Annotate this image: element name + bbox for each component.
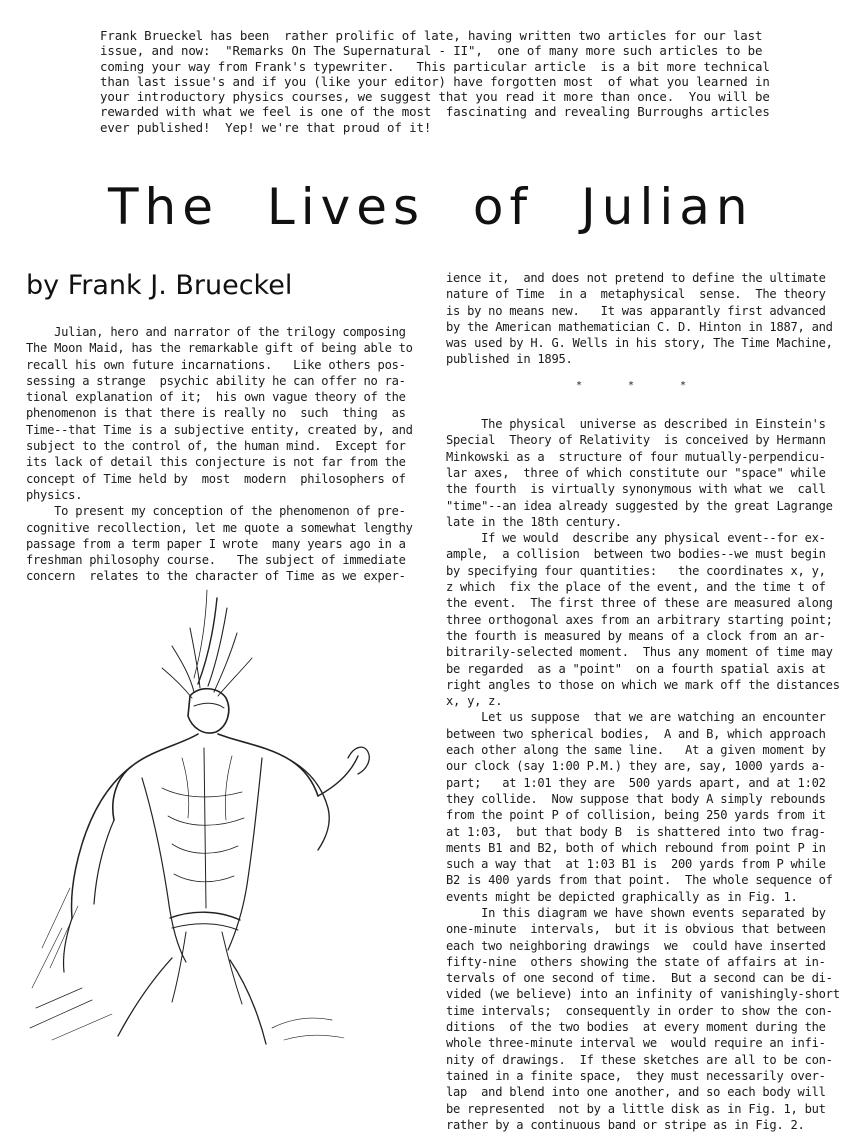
text-line: ments B1 and B2, both of which rebound from point P in [446,840,826,855]
text-line: Julian, hero and narrator of the trilogy composing [26,325,406,339]
text-line: our clock (say 1:00 P.M.) they are, say, 1000 yards a- [446,759,826,774]
text-line: The physical universe as described in Einstein's [446,417,826,432]
text-line: Let us suppose that we are watching an encounter [446,710,826,725]
text-line: they collide. Now suppose that body A simply rebounds [446,791,826,806]
text-line: rather by a continuous band or stripe as in Fig. 2. [446,1117,805,1132]
text-line: x, y, z. [446,694,503,709]
text-line: bitrarily-selected moment. Thus any moment of time may [446,645,833,660]
section-separator: * * * [575,379,707,391]
intro-line: issue, and now: "Remarks On The Supernatural - II", one of many more such articles to be [100,43,763,59]
text-line: lap and blend into one another, and so each body will [446,1085,826,1100]
text-line: be represented not by a little disk as in Fig. 1, but [446,1101,826,1116]
text-line: physics. [26,487,83,502]
text-line: passage from a term paper I wrote many years ago in a [26,536,406,551]
text-line: right angles to those on which we mark off the distances [446,677,840,692]
text-line: one-minute intervals, but it is obvious that between [446,922,826,937]
text-line: is by no means new. It was apparantly first advanced [446,303,826,318]
text-line: nity of drawings. If these sketches are all to be con- [446,1052,833,1067]
text-line: Minkowski as a structure of four mutually-perpendicu- [446,449,826,464]
text-line: such a way that at 1:03 B1 is 200 yards from P while [446,857,826,872]
editor-intro-paragraph [100,28,770,135]
text-line: recall his own future incarnations. Like others pos- [26,357,406,372]
text-line: tervals of one second of time. But a second can be di- [446,971,833,986]
text-line: time intervals; consequently in order to show the con- [446,1003,833,1018]
text-line: ience it, and does not pretend to define the ultimate [446,271,826,285]
text-line: vided (we believe) into an infinity of vanishingly-short [446,987,840,1002]
text-line: concept of Time held by most modern philosophers of [26,471,406,486]
text-line: by the American mathematician C. D. Hinton in 1887, and [446,319,833,334]
intro-line: Frank Brueckel has been rather prolific of late, having written two articles for our last [100,28,763,43]
text-line: its lack of detail this conjecture is not far from the [26,455,406,470]
text-line: z which fix the place of the event, and the time t of [446,580,826,595]
text-line: Time--that Time is a subjective entity, created by, and [26,422,413,437]
text-line: "time"--an idea already suggested by the great Lagrange [446,498,833,513]
text-line: the event. The first three of these are measured along [446,596,833,611]
text-line: tained in a finite space, they must necessarily over- [446,1068,826,1083]
text-line: sessing a strange psychic ability he can offer no ra- [26,373,406,388]
text-line: phenomenon is that there is really no such thing as [26,406,406,421]
text-line: Special Theory of Relativity is conceived by Hermann [446,433,826,448]
text-line: cognitive recollection, let me quote a somewhat lengthy [26,520,413,535]
text-line: part; at 1:01 they are 500 yards apart, and at 1:02 [446,775,826,790]
left-text-column [26,324,413,585]
text-line: freshman philosophy course. The subject of immediate [26,553,406,568]
text-line: by specifying four quantities: the coordinates x, y, [446,563,826,578]
text-line: whole three-minute interval we would require an infi- [446,1036,826,1051]
text-line: each two neighboring drawings we could have inserted [446,938,826,953]
article-title: The Lives of Julian [108,178,754,236]
text-line: was used by H. G. Wells in his story, The Time Machine, [446,336,833,351]
intro-line: than last issue's and if you (like your editor) have forgotten most of what you learned in [100,73,770,89]
text-line: three orthogonal axes from an arbitrary starting point; [446,612,833,627]
text-line: B2 is 400 yards from that point. The whole sequence of [446,873,833,888]
text-line: concern relates to the character of Time as we exper- [26,569,406,584]
text-line: ample, a collision between two bodies--we must begin [446,547,826,562]
intro-line: coming your way from Frank's typewriter. This particular article is a bit more technical [100,58,770,74]
text-line: the fourth is virtually synonymous with what we call [446,482,826,497]
text-line: The Moon Maid, has the remarkable gift of being able to [26,341,413,356]
text-line: late in the 18th century. [446,514,622,529]
text-line: be regarded as a "point" on a fourth spatial axis at [446,661,826,676]
intro-line: rewarded with what we feel is one of the most fascinating and revealing Burroughs articles [100,104,770,120]
text-line: each other along the same line. At a given moment by [446,743,826,758]
text-line: at 1:03, but that body B is shattered into two frag- [446,824,826,839]
text-line: between two spherical bodies, A and B, which approach [446,726,826,741]
text-line: events might be depicted graphically as in Fig. 1. [446,889,798,904]
text-line: To present my conception of the phenomenon of pre- [26,504,406,519]
text-line: lar axes, three of which constitute our "space" while [446,465,826,480]
text-line: the fourth is measured by means of a clock from an ar- [446,628,826,643]
text-line: In this diagram we have shown events separated by [446,905,826,920]
text-line: published in 1895. [446,352,573,367]
intro-line: ever published! Yep! we're that proud of it! [100,119,432,135]
warrior-sketch-illustration [22,588,402,1048]
text-line: If we would describe any physical event--for ex- [446,531,826,546]
text-line: from the point P of collision, being 250 yards from it [446,808,826,823]
text-line: fifty-nine others showing the state of affairs at in- [446,954,826,969]
text-line: ditions of the two bodies at every moment during the [446,1020,826,1035]
text-line: nature of Time in a metaphysical sense. The theory [446,287,826,302]
right-text-column [446,270,840,1133]
text-line: subject to the control of, the human mind. Except for [26,439,406,454]
intro-line: your introductory physics courses, we suggest that you read it more than once. You will be [100,89,770,105]
text-line: tional explanation of it; his own vague theory of the [26,390,406,405]
article-byline: by Frank J. Brueckel [26,270,293,301]
